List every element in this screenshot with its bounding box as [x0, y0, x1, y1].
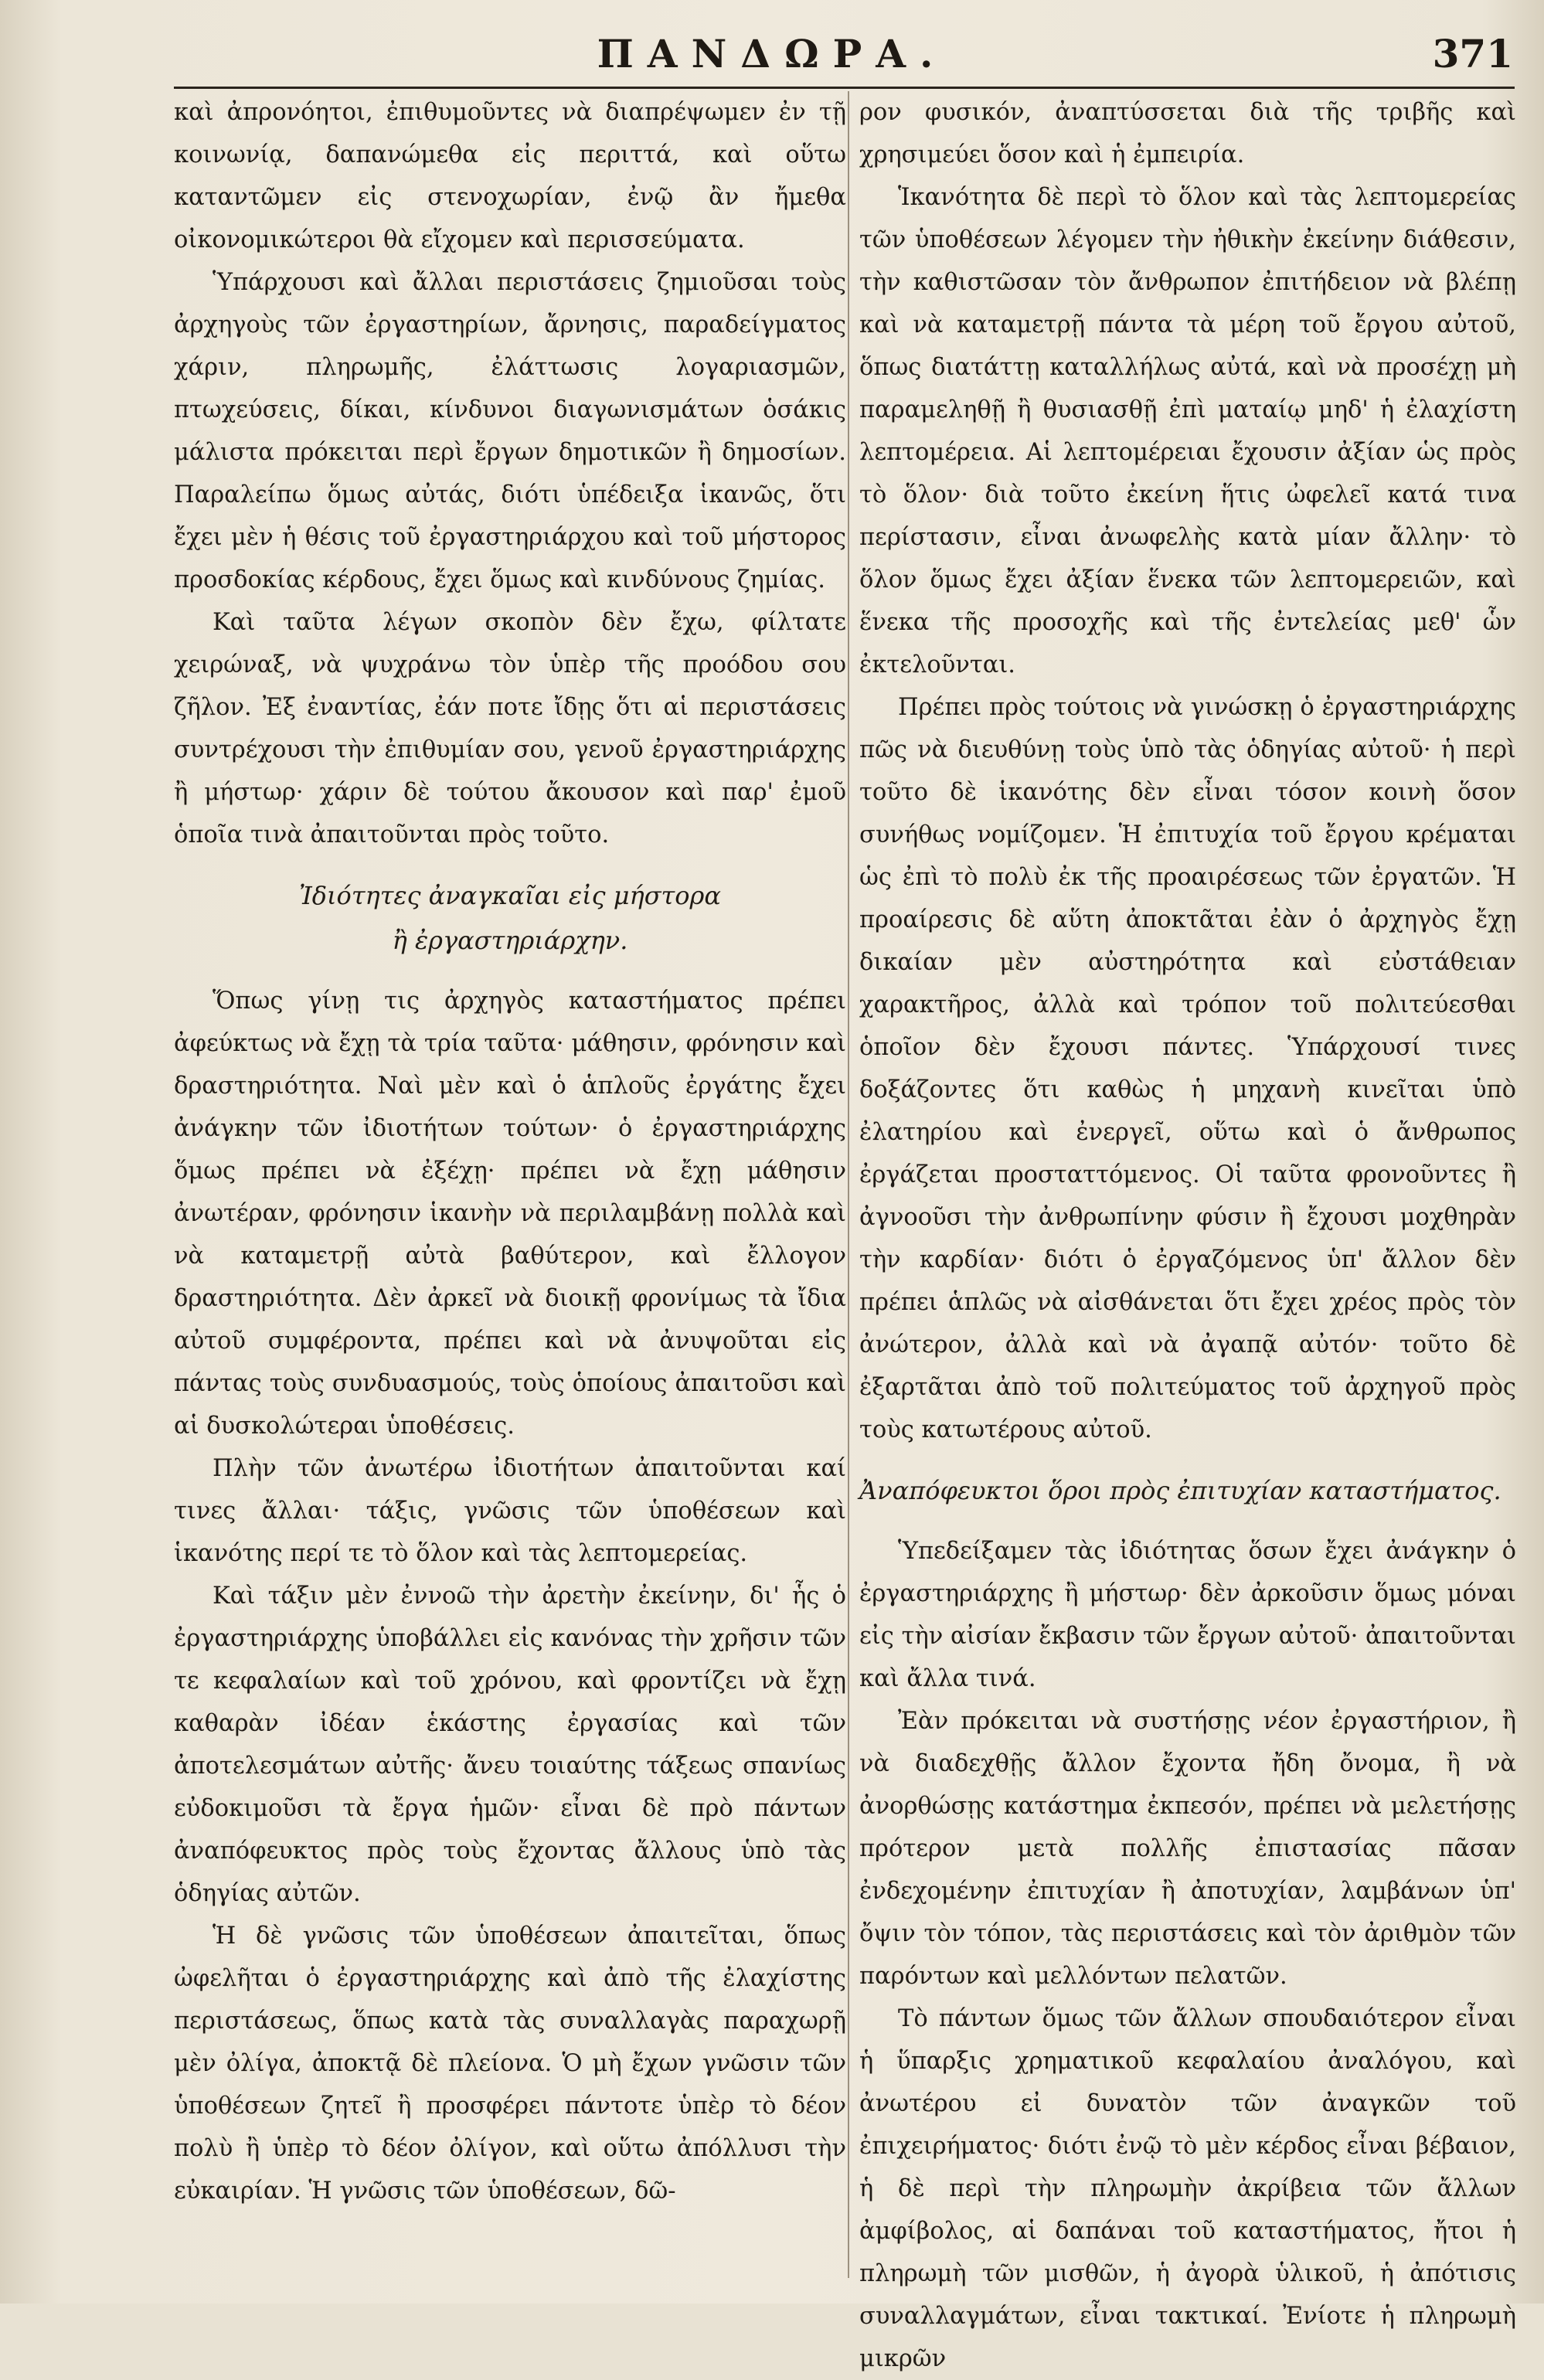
paragraph: Ἐὰν πρόκειται νὰ συστήσῃς νέον ἐργαστήριον, ἢ νὰ διαδεχθῇς ἄλλον ἔχοντα ἤδη ὄνομα, ἢ νὰ ἀνορθώσῃς κατάστημα ἐκπεσόν, πρέπει νὰ μελετήσῃς πρότερον μετὰ πολλῆς ἐπιστασίας πᾶσαν ἐνδεχομένην ἐπιτυχίαν ἢ ἀποτυχίαν, λαμβάνων ὑπ' ὄψιν τὸν τόπον, τὰς περιστάσεις καὶ τὸν ἀριθμὸν τῶν παρόντων καὶ μελλόντων πελατῶν.: [859, 1708, 1516, 1990]
page-number: 371: [1432, 31, 1513, 76]
paragraph: Ἡ δὲ γνῶσις τῶν ὑποθέσεων ἀπαιτεῖται, ὅπως ὠφελῆται ὁ ἐργαστηριάρχης καὶ ἀπὸ τῆς ἐλαχίστης περιστάσεως, ὅπως κατὰ τὰς συναλλαγὰς παραχωρῇ μὲν ὀλίγα, ἀποκτᾷ δὲ πλείονα. Ὁ μὴ ἔχων γνῶσιν τῶν ὑποθέσεων ζητεῖ ἢ προσφέρει πάντοτε ὑπὲρ τὸ δέον πολὺ ἢ ὑπὲρ τὸ δέον ὀλίγον, καὶ οὕτω ἀπόλλυσι τὴν εὐκαιρίαν. Ἡ γνῶσις τῶν ὑποθέσεων, δῶ-: [174, 1923, 846, 2205]
paragraph: Καὶ ταῦτα λέγων σκοπὸν δὲν ἔχω, φίλτατε χειρώναξ, νὰ ψυχράνω τὸν ὑπὲρ τῆς προόδου σου ζῆλον. Ἐξ ἐναντίας, ἐάν ποτε ἴδῃς ὅτι αἱ περιστάσεις συντρέχουσι τὴν ἐπιθυμίαν σου, γενοῦ ἐργαστηριάρχης ἢ μήστωρ· χάριν δὲ τούτου ἄκουσον καὶ παρ' ἐμοῦ ὁποῖα τινὰ ἀπαιτοῦνται πρὸς τοῦτο.: [174, 609, 846, 848]
paragraph: Καὶ τάξιν μὲν ἐννοῶ τὴν ἀρετὴν ἐκείνην, δι' ἧς ὁ ἐργαστηριάρχης ὑποβάλλει εἰς κανόνας τὴν χρῆσιν τῶν τε κεφαλαίων καὶ τοῦ χρόνου, καὶ φροντίζει νὰ ἔχῃ καθαρὰν ἰδέαν ἑκάστης ἐργασίας καὶ τῶν ἀποτελεσμάτων αὐτῆς· ἄνευ τοιαύτης τάξεως σπανίως εὐδοκιμοῦσι τὰ ἔργα ἡμῶν· εἶναι δὲ πρὸ πάντων ἀναπόφευκτος πρὸς τοὺς ἔχοντας ἄλλους ὑπὸ τὰς ὁδηγίας αὐτῶν.: [174, 1583, 846, 1907]
paragraph: ρον φυσικόν, ἀναπτύσσεται διὰ τῆς τριβῆς καὶ χρησιμεύει ὅσον καὶ ἡ ἐμπειρία.: [859, 99, 1516, 168]
running-title: ΠΑΝΔΩΡΑ.: [597, 31, 947, 76]
column-divider: [848, 91, 849, 2278]
paragraph: Ὑπεδείξαμεν τὰς ἰδιότητας ὅσων ἔχει ἀνάγκην ὁ ἐργαστηριάρχης ἢ μήστωρ· δὲν ἀρκοῦσιν ὅμως μόναι εἰς τὴν αἰσίαν ἔκβασιν τῶν ἔργων αὐτοῦ· ἀπαιτοῦνται καὶ ἄλλα τινά.: [859, 1538, 1516, 1692]
paragraph: Πλὴν τῶν ἀνωτέρω ἰδιοτήτων ἀπαιτοῦνται καί τινες ἄλλαι· τάξις, γνῶσις τῶν ὑποθέσεων καὶ ἱκανότης περί τε τὸ ὅλον καὶ τὰς λεπτομερείας.: [174, 1455, 846, 1567]
paragraph: Πρέπει πρὸς τούτοις νὰ γινώσκῃ ὁ ἐργαστηριάρχης πῶς νὰ διευθύνῃ τοὺς ὑπὸ τὰς ὁδηγίας αὐτοῦ· ἡ περὶ τοῦτο δὲ ἱκανότης δὲν εἶναι τόσον κοινὴ ὅσον συνήθως νομίζομεν. Ἡ ἐπιτυχία τοῦ ἔργου κρέμαται ὡς ἐπὶ τὸ πολὺ ἐκ τῆς προαιρέσεως τῶν ἐργατῶν. Ἡ προαίρεσις δὲ αὕτη ἀποκτᾶται ἐὰν ὁ ἀρχηγὸς ἔχῃ δικαίαν μὲν αὐστηρότητα καὶ εὐστάθειαν χαρακτῆρος, ἀλλὰ καὶ τρόπον τοῦ πολιτεύεσθαι ὁποῖον δὲν ἔχουσι πάντες. Ὑπάρχουσί τινες δοξάζοντες ὅτι καθὼς ἡ μηχανὴ κινεῖται ὑπὸ ἐλατηρίου καὶ ἐνεργεῖ, οὕτω καὶ ὁ ἄνθρωπος ἐργάζεται προσταττόμενος. Οἱ ταῦτα φρονοῦντες ἢ ἀγνοοῦσι τὴν ἀνθρωπίνην φύσιν ἢ ἔχουσι μοχθηρὰν τὴν καρδίαν· διότι ὁ ἐργαζόμενος ὑπ' ἄλλον δὲν πρέπει ἁπλῶς νὰ αἰσθάνεται ὅτι ἔχει χρέος πρὸς τὸν ἀνώτερον, ἀλλὰ καὶ νὰ ἀγαπᾷ αὐτόν· τοῦτο δὲ ἐξαρτᾶται ἀπὸ τοῦ πολιτεύματος τοῦ ἀρχηγοῦ πρὸς τοὺς κατωτέρους αὐτοῦ.: [859, 694, 1516, 1443]
header-rule: [174, 87, 1515, 89]
paragraph: καὶ ἀπρονόητοι, ἐπιθυμοῦντες νὰ διαπρέψωμεν ἐν τῇ κοινωνίᾳ, δαπανώμεθα εἰς περιττά, καὶ οὕτω καταντῶμεν εἰς στενοχωρίαν, ἐνῷ ἂν ἤμεθα οἰκονομικώτεροι θὰ εἴχομεν καὶ περισσεύματα.: [174, 99, 846, 253]
section-heading-line: ἢ ἐργαστηριάρχην.: [392, 926, 628, 955]
paragraph: Ἱκανότητα δὲ περὶ τὸ ὅλον καὶ τὰς λεπτομερείας τῶν ὑποθέσεων λέγομεν τὴν ἠθικὴν ἐκείνην διάθεσιν, τὴν καθιστῶσαν τὸν ἄνθρωπον ἐπιτήδειον νὰ βλέπῃ καὶ νὰ καταμετρῇ πάντα τὰ μέρη τοῦ ἔργου αὐτοῦ, ὅπως διατάττῃ καταλλήλως αὐτά, καὶ νὰ προσέχῃ μὴ παραμεληθῇ ἢ θυσιασθῇ ἐπὶ ματαίῳ μηδ' ἡ ἐλαχίστη λεπτομέρεια. Αἱ λεπτομέρειαι ἔχουσιν ἀξίαν ὡς πρὸς τὸ ὅλον· διὰ τοῦτο ἐκείνη ἥτις ὠφελεῖ κατά τινα περίστασιν, εἶναι ἀνωφελὴς κατὰ μίαν ἄλλην· τὸ ὅλον ὅμως ἔχει ἀξίαν ἕνεκα τῶν λεπτομερειῶν, καὶ ἕνεκα τῆς προσοχῆς καὶ τῆς ἐντελείας μεθ' ὧν ἐκτελοῦνται.: [859, 184, 1516, 678]
paragraph: Ὑπάρχουσι καὶ ἄλλαι περιστάσεις ζημιοῦσαι τοὺς ἀρχηγοὺς τῶν ἐργαστηρίων, ἄρνησις, παραδείγματος χάριν, πληρωμῆς, ἐλάττωσις λογαριασμῶν, πτωχεύσεις, δίκαι, κίνδυνοι διαγωνισμάτων ὁσάκις μάλιστα πρόκειται περὶ ἔργων δημοτικῶν ἢ δημοσίων. Παραλείπω ὅμως αὐτάς, διότι ὑπέδειξα ἱκανῶς, ὅτι ἔχει μὲν ἡ θέσις τοῦ ἐργαστηριάρχου καὶ τοῦ μήστορος προσδοκίας κέρδους, ἔχει ὅμως καὶ κινδύνους ζημίας.: [174, 269, 846, 593]
left-column: [174, 91, 846, 2212]
section-heading-line: Ἰδιότητες ἀναγκαῖαι εἰς μήστορα: [299, 881, 721, 910]
right-column: [859, 91, 1516, 2380]
section-heading: [174, 873, 846, 963]
paragraph: Ὅπως γίνῃ τις ἀρχηγὸς καταστήματος πρέπει ἀφεύκτως νὰ ἔχῃ τὰ τρία ταῦτα· μάθησιν, φρόνησιν καὶ δραστηριότητα. Ναὶ μὲν καὶ ὁ ἁπλοῦς ἐργάτης ἔχει ἀνάγκην τῶν ἰδιοτήτων τούτων· ὁ ἐργαστηριάρχης ὅμως πρέπει νὰ ἐξέχῃ· πρέπει νὰ ἔχῃ μάθησιν ἀνωτέραν, φρόνησιν ἱκανὴν νὰ περιλαμβάνῃ πολλὰ καὶ νὰ καταμετρῇ αὐτὰ βαθύτερον, καὶ ἔλλογον δραστηριότητα. Δὲν ἀρκεῖ νὰ διοικῇ φρονίμως τὰ ἴδια αὐτοῦ συμφέροντα, πρέπει καὶ νὰ ἀνυψοῦται εἰς πάντας τοὺς συνδυασμούς, τοὺς ὁποίους ἀπαιτοῦσι καὶ αἱ δυσκολώτεραι ὑποθέσεις.: [174, 988, 846, 1440]
section-heading: Ἀναπόφευκτοι ὅροι πρὸς ἐπιτυχίαν καταστήματος.: [859, 1476, 1501, 1505]
page-header: [0, 31, 1544, 85]
paragraph: Τὸ πάντων ὅμως τῶν ἄλλων σπουδαιότερον εἶναι ἡ ὕπαρξις χρηματικοῦ κεφαλαίου ἀναλόγου, καὶ ἀνωτέρου εἰ δυνατὸν τῶν ἀναγκῶν τοῦ ἐπιχειρήματος· διότι ἐνῷ τὸ μὲν κέρδος εἶναι βέβαιον, ἡ δὲ περὶ τὴν πληρωμὴν ἀκρίβεια τῶν ἄλλων ἀμφίβολος, αἱ δαπάναι τοῦ καταστήματος, ἤτοι ἡ πληρωμὴ τῶν μισθῶν, ἡ ἀγορὰ ὑλικοῦ, ἡ ἀπότισις συναλλαγμάτων, εἶναι τακτικαί. Ἐνίοτε ἡ πληρωμὴ μικρῶν: [859, 2005, 1516, 2372]
